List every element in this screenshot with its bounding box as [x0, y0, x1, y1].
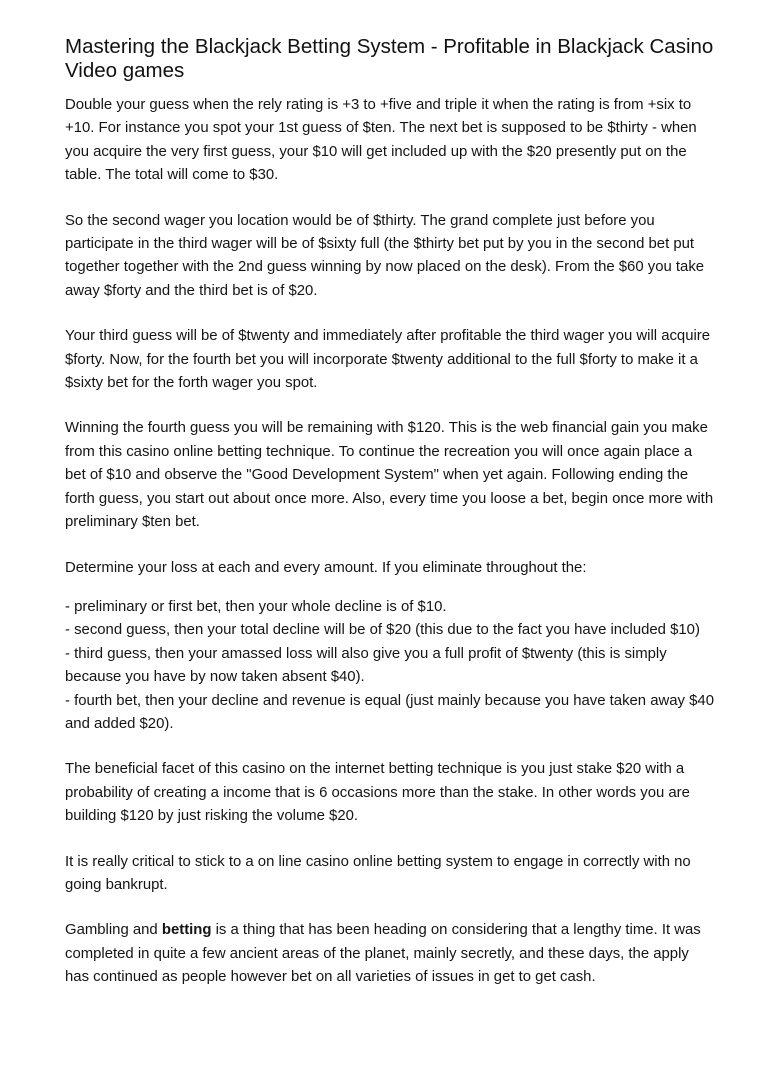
list-item: - fourth bet, then your decline and revenue is equal (just mainly because you have taken away $40 and added $20). [65, 692, 714, 732]
paragraph-6: The beneficial facet of this casino on the internet betting technique is you just stake $20 with a probability of creating a income that is 6 occasions more than the stake. In other words you are building $120 by just risking the volume $20. [65, 761, 690, 825]
paragraph-text-start: Gambling and [65, 922, 162, 939]
paragraph-text-end: is a thing that has been heading on considering that a lengthy time. It was completed in quite a few ancient areas of the planet, mainly secretly, and these days, the apply has continued as people however bet on all varieties of issues in get to get cash. [65, 922, 701, 986]
paragraph-3: Your third guess will be of $twenty and immediately after profitable the third wager you will acquire $forty. Now, for the fourth bet you will incorporate $twenty additional to the full $forty to make it a $sixty bet for the forth wager you spot. [65, 328, 711, 392]
list-item: - preliminary or first bet, then your whole decline is of $10. [65, 598, 447, 615]
paragraph-2: So the second wager you location would be of $thirty. The grand complete just before you participate in the third wager will be of $sixty full (the $thirty bet put by you in the second bet put together together with the 2nd guess winning by now placed on the desk). From the $60 you take away $forty and the third bet is of $20. [65, 212, 705, 299]
paragraph-5: Determine your loss at each and every amount. If you eliminate throughout the: [65, 559, 587, 576]
paragraph-1: Double your guess when the rely rating is +3 to +five and triple it when the rating is from +six to +10. For instance you spot your 1st guess of $ten. The next bet is supposed to be $thirty - when you acquire the very first guess, your $10 will get included up with the $20 presently put on the table. The total will come to $30. [65, 97, 697, 184]
bold-keyword: betting [161, 922, 212, 939]
list-item: - second guess, then your total decline will be of $20 (this due to the fact you have included $10) [65, 622, 700, 639]
document-title: Mastering the Blackjack Betting System - Profitable in Blackjack Casino Video games [65, 35, 714, 82]
loss-list [65, 596, 715, 736]
list-item: - third guess, then your amassed loss will also give you a full profit of $twenty (this is simply because you have by now taken absent $40). [65, 645, 667, 686]
paragraph-7: It is really critical to stick to a on line casino online betting system to engage in correctly with no going bankrupt. [65, 853, 691, 893]
paragraph-4: Winning the fourth guess you will be remaining with $120. This is the web financial gain you make from this casino online betting technique. To continue the recreation you will once again place a bet of $10 and observe the "Good Development System" when yet again. Following ending the forth guess, you start out about once more. Also, every time you loose a bet, begin once more with preliminary $ten bet. [65, 420, 714, 531]
paragraph-8 [65, 919, 715, 989]
document-page [65, 35, 715, 1012]
